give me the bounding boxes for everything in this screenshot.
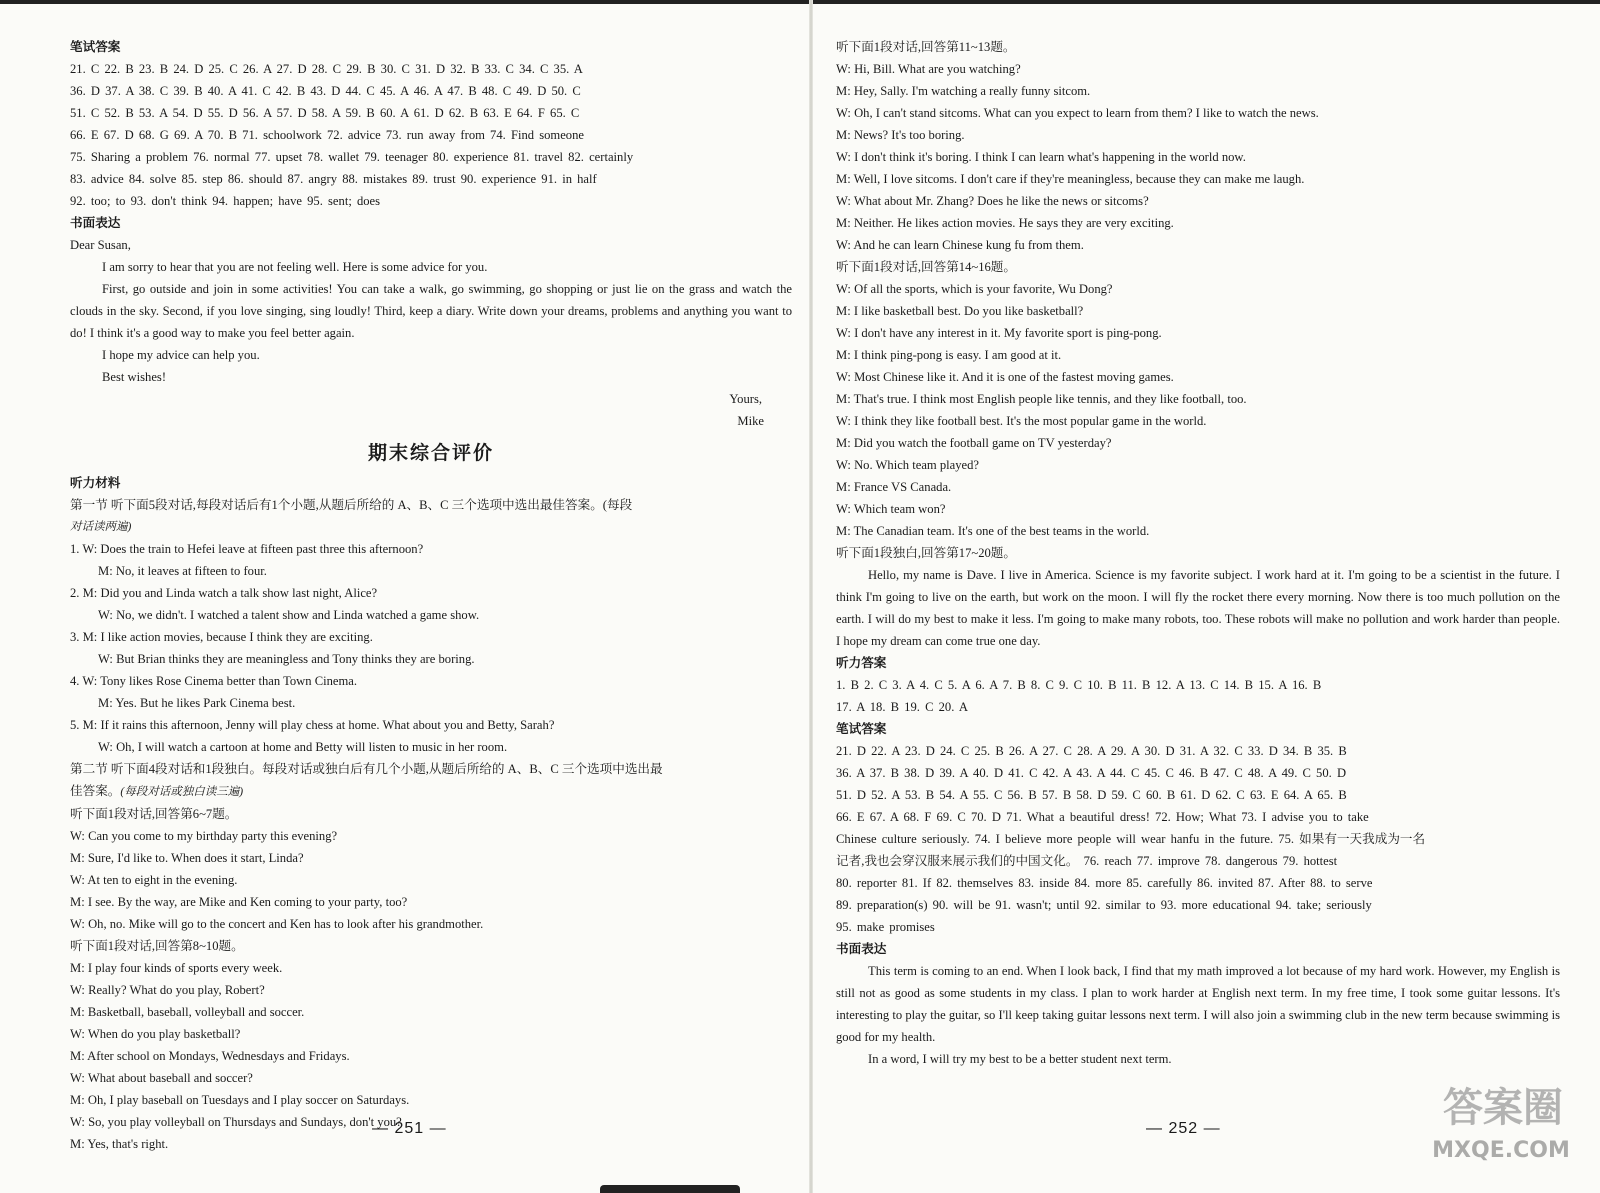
answers-line: 51. D 52. A 53. B 54. A 55. C 56. B 57. B 58. D 59. C 60. B 61. D 62. C 63. E 64. A 65. B xyxy=(836,788,1347,802)
right-page xyxy=(836,36,1560,1153)
answers-line: 21. C 22. B 23. B 24. D 25. C 26. A 27. D 28. C 29. B 30. C 31. D 32. B 33. C 34. C 35. A xyxy=(70,62,583,76)
part2-instructions-tail: 佳答案。 xyxy=(70,784,121,798)
q11-13-instruction: 听下面1段对话,回答第11~13题。 xyxy=(836,40,1016,54)
letter-paragraph: First, go outside and join in some activities! You can take a walk, go swimming, go shopping or just lie on the grass and watch the clouds in the sky. Second, if you love singing, sing loudly! Third, keep a diary. Write down your dreams, problems and anything you want to do! I think it's a good way to make you feel better again. xyxy=(70,282,792,340)
essay-paragraph: In a word, I will try my best to be a better student next term. xyxy=(868,1052,1172,1066)
dialog-line: W: Most Chinese like it. And it is one of the fastest moving games. xyxy=(836,370,1174,384)
dialog-line: M: Well, I love sitcoms. I don't care if they're meaningless, because they can make me laugh. xyxy=(836,172,1305,186)
dialog-line: M: I play four kinds of sports every week. xyxy=(70,961,283,975)
dialog-line: W: Which team won? xyxy=(836,502,946,516)
dialog-line: M: Did you watch the football game on TV yesterday? xyxy=(836,436,1112,450)
section-title: 期末综合评价 xyxy=(367,442,494,464)
dialog-line: W: I think they like football best. It's the most popular game in the world. xyxy=(836,414,1207,428)
part2-instructions: 第二节 听下面4段对话和1段独白。每段对话或独白后有几个小题,从题后所给的 A、B、C 三个选项中选出最 xyxy=(70,762,663,776)
writing-heading: 书面表达 xyxy=(836,941,887,956)
part1-note: 对话读两遍) xyxy=(70,521,132,533)
written-answers-heading: 笔试答案 xyxy=(70,39,121,54)
answers-line: 66. E 67. D 68. G 69. A 70. B 71. schoolwork 72. advice 73. run away from 74. Find someone xyxy=(70,128,584,142)
dialogs-1-5 xyxy=(70,538,792,758)
dialog-line: W: So, you play volleyball on Thursdays and Sundays, don't you? xyxy=(70,1115,402,1129)
watermark xyxy=(1416,1080,1586,1180)
answers-line: 21. D 22. A 23. D 24. C 25. B 26. A 27. C 28. A 29. A 30. D 31. A 32. C 33. D 34. B 35. B xyxy=(836,744,1347,758)
writing-heading: 书面表达 xyxy=(70,215,121,230)
q6-7-instruction: 听下面1段对话,回答第6~7题。 xyxy=(70,807,238,821)
watermark-logo: 答案圈 xyxy=(1443,1085,1563,1131)
answers-line: 89. preparation(s) 90. will be 91. wasn't; until 92. similar to 93. more educational 94. take; seriously xyxy=(836,898,1372,912)
written-answers-heading: 笔试答案 xyxy=(836,721,887,736)
dialog-14-16 xyxy=(836,278,1560,542)
dialog-line: M: Hey, Sally. I'm watching a really funny sitcom. xyxy=(836,84,1091,98)
dialog-line: W: Oh, I can't stand sitcoms. What can you expect to learn from them? I like to watch the news. xyxy=(836,106,1319,120)
page-number-left: — 251 — xyxy=(372,1120,447,1137)
dialog-line: W: And he can learn Chinese kung fu from them. xyxy=(836,238,1084,252)
page-number-right: — 252 — xyxy=(1146,1120,1221,1137)
part1-instructions: 第一节 听下面5段对话,每段对话后有1个小题,从题后所给的 A、B、C 三个选项中选出最佳答案。(每段 xyxy=(70,498,633,512)
answers-line: 36. D 37. A 38. C 39. B 40. A 41. C 42. B 43. D 44. C 45. A 46. A 47. B 48. C 49. D 50. C xyxy=(70,84,581,98)
dialog-line: M: Neither. He likes action movies. He says they are very exciting. xyxy=(836,216,1174,230)
dialog-line: W: No. Which team played? xyxy=(836,458,980,472)
dialog-line: 1. W: Does the train to Hefei leave at fifteen past three this afternoon? xyxy=(70,542,424,556)
dialog-line: W: Can you come to my birthday party this evening? xyxy=(70,829,338,843)
dialog-line: W: Hi, Bill. What are you watching? xyxy=(836,62,1021,76)
essay-paragraph: This term is coming to an end. When I look back, I find that my math improved a lot because of my hard work. However, my English is still not as good as some students in my class. I plan to work harder at English next term. In my free time, I took some guitar lessons. It's interesting to play the guitar, so I'll keep taking guitar lessons next term. I will also join a swimming club in the new term because swimming is good for my health. xyxy=(836,964,1560,1044)
dialog-line: M: I think ping-pong is easy. I am good at it. xyxy=(836,348,1062,362)
letter-greeting: Dear Susan, xyxy=(70,238,131,252)
page-gutter xyxy=(809,0,813,1193)
dialog-line: W: No, we didn't. I watched a talent show and Linda watched a game show. xyxy=(98,608,480,622)
dialog-line: W: At ten to eight in the evening. xyxy=(70,873,238,887)
dialog-line: W: I don't have any interest in it. My favorite sport is ping-pong. xyxy=(836,326,1162,340)
dialog-line: W: What about Mr. Zhang? Does he like the news or sitcoms? xyxy=(836,194,1149,208)
dialog-line: W: I don't think it's boring. I think I can learn what's happening in the world now. xyxy=(836,150,1246,164)
dialog-line: M: Yes, that's right. xyxy=(70,1137,169,1151)
listening-answers-heading: 听力答案 xyxy=(836,655,887,670)
dialog-line: M: After school on Mondays, Wednesdays and Fridays. xyxy=(70,1049,350,1063)
dialog-line: M: News? It's too boring. xyxy=(836,128,965,142)
answers-line: 92. too; to 93. don't think 94. happen; have 95. sent; does xyxy=(70,194,381,208)
page-edge-shadow xyxy=(600,1185,740,1193)
listening-heading: 听力材料 xyxy=(70,475,121,490)
dialog-line: M: I see. By the way, are Mike and Ken coming to your party, too? xyxy=(70,895,408,909)
dialog-line: 2. M: Did you and Linda watch a talk show last night, Alice? xyxy=(70,586,378,600)
q14-16-instruction: 听下面1段对话,回答第14~16题。 xyxy=(836,260,1016,274)
dialog-line: W: Of all the sports, which is your favorite, Wu Dong? xyxy=(836,282,1113,296)
dialog-line: M: I like basketball best. Do you like basketball? xyxy=(836,304,1084,318)
top-edge xyxy=(0,0,1600,4)
answers-line: 83. advice 84. solve 85. step 86. should 87. angry 88. mistakes 89. trust 90. experience 91. in half xyxy=(70,172,597,186)
answers-line: 51. C 52. B 53. A 54. D 55. D 56. A 57. D 58. A 59. B 60. A 61. D 62. B 63. E 64. F 65. C xyxy=(70,106,580,120)
answers-line: Chinese culture seriously. 74. I believe more people will wear hanfu in the future. 75. 如果有一天我成为一名 xyxy=(836,832,1426,846)
dialog-line: M: France VS Canada. xyxy=(836,480,952,494)
letter-closing: Best wishes! xyxy=(102,370,167,384)
answers-line: 记者,我也会穿汉服来展示我们的中国文化。 76. reach 77. improve 78. dangerous 79. hottest xyxy=(836,854,1338,868)
dialog-6-7 xyxy=(70,825,792,935)
answers-line: 66. E 67. A 68. F 69. C 70. D 71. What a beautiful dress! 72. How; What 73. I advise you to take xyxy=(836,810,1369,824)
dialog-line: W: Really? What do you play, Robert? xyxy=(70,983,265,997)
answers-line: 80. reporter 81. If 82. themselves 83. inside 84. more 85. carefully 86. invited 87. After 88. to serve xyxy=(836,876,1373,890)
answers-line: 36. A 37. B 38. D 39. A 40. D 41. C 42. A 43. A 44. C 45. C 46. B 47. C 48. A 49. C 50. D xyxy=(836,766,1347,780)
letter-paragraph: I am sorry to hear that you are not feeling well. Here is some advice for you. xyxy=(102,260,488,274)
dialog-line: M: Sure, I'd like to. When does it start, Linda? xyxy=(70,851,304,865)
dialog-line: 5. M: If it rains this afternoon, Jenny will play chess at home. What about you and Betty, Sarah? xyxy=(70,718,555,732)
answers-line: 75. Sharing a problem 76. normal 77. upset 78. wallet 79. teenager 80. experience 81. travel 82. certainly xyxy=(70,150,634,164)
dialog-line: W: Oh, I will watch a cartoon at home and Betty will listen to music in her room. xyxy=(98,740,508,754)
answers-line: 17. A 18. B 19. C 20. A xyxy=(836,700,968,714)
dialog-line: 3. M: I like action movies, because I think they are exciting. xyxy=(70,630,373,644)
written-answers-block xyxy=(836,740,1560,938)
answers-line: 95. make promises xyxy=(836,920,935,934)
dialog-line: W: What about baseball and soccer? xyxy=(70,1071,253,1085)
part2-note: (每段对话或独白读三遍) xyxy=(120,786,244,798)
dialog-line: W: But Brian thinks they are meaningless and Tony thinks they are boring. xyxy=(98,652,475,666)
q8-10-instruction: 听下面1段对话,回答第8~10题。 xyxy=(70,939,244,953)
dialog-line: M: Oh, I play baseball on Tuesdays and I play soccer on Saturdays. xyxy=(70,1093,410,1107)
left-page xyxy=(70,36,792,1153)
letter-signoff: Yours, xyxy=(729,392,762,406)
q17-20-instruction: 听下面1段独白,回答第17~20题。 xyxy=(836,546,1016,560)
letter xyxy=(70,234,792,432)
answers-block xyxy=(70,58,792,212)
watermark-url: MXQE.COM xyxy=(1432,1138,1570,1163)
dialog-line: M: The Canadian team. It's one of the best teams in the world. xyxy=(836,524,1150,538)
dialog-line: W: When do you play basketball? xyxy=(70,1027,241,1041)
letter-signature: Mike xyxy=(737,414,764,428)
letter-paragraph: I hope my advice can help you. xyxy=(102,348,260,362)
dialog-line: M: No, it leaves at fifteen to four. xyxy=(98,564,267,578)
dialog-line: M: That's true. I think most English people like tennis, and they like football, too. xyxy=(836,392,1247,406)
monologue: Hello, my name is Dave. I live in America. Science is my favorite subject. I work hard at it. I'm going to be a scientist in the future. I think I'm going to live on the earth, but work on the moon. I will fly the rocket there every morning. Now there is too much pollution on the earth. I will do my best to make it less. I'm going to make many robots, too. These robots will make no pollution and work harder than people. I hope my dream can come true one day. xyxy=(836,568,1560,648)
part2-instructions-cont xyxy=(70,780,792,803)
dialog-line: 4. W: Tony likes Rose Cinema better than Town Cinema. xyxy=(70,674,358,688)
dialog-line: W: Oh, no. Mike will go to the concert and Ken has to look after his grandmother. xyxy=(70,917,484,931)
answers-line: 1. B 2. C 3. A 4. C 5. A 6. A 7. B 8. C 9. C 10. B 11. B 12. A 13. C 14. B 15. A 16. B xyxy=(836,678,1322,692)
dialog-11-13 xyxy=(836,58,1560,256)
dialog-line: M: Basketball, baseball, volleyball and soccer. xyxy=(70,1005,305,1019)
dialog-line: M: Yes. But he likes Park Cinema best. xyxy=(98,696,296,710)
